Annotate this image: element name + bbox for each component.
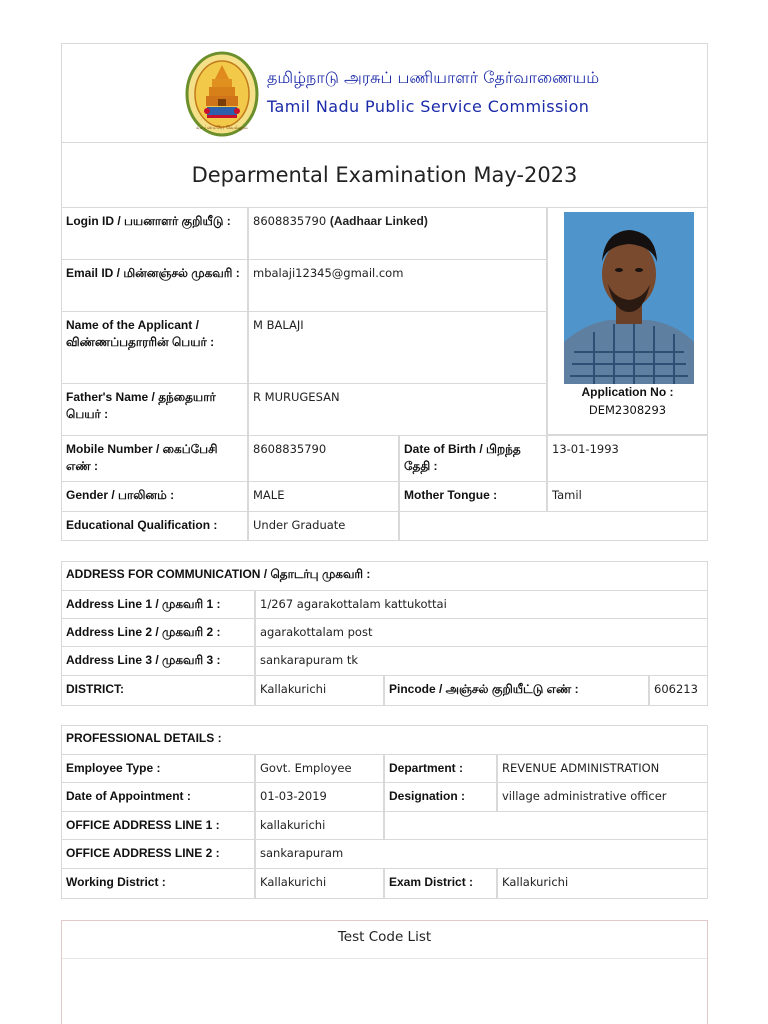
dob-value: 13-01-1993 bbox=[547, 435, 708, 482]
designation-value: village administrative officer bbox=[497, 782, 708, 812]
exam-district-label: Exam District : bbox=[384, 868, 497, 899]
district-label: DISTRICT: bbox=[61, 675, 255, 706]
applicant-name-label: Name of the Applicant / விண்ணப்பதாரரின் பெயர் : bbox=[61, 311, 248, 384]
email-value: mbalaji12345@gmail.com bbox=[248, 259, 547, 312]
address-line2-value: agarakottalam post bbox=[255, 618, 708, 647]
gender-value: MALE bbox=[248, 481, 399, 512]
department-value: REVENUE ADMINISTRATION bbox=[497, 754, 708, 783]
aadhaar-linked-note: (Aadhaar Linked) bbox=[329, 214, 428, 228]
office-address2-value: sankarapuram bbox=[255, 839, 708, 869]
dob-label: Date of Birth / பிறந்த தேதி : bbox=[399, 435, 547, 482]
office-address1-label: OFFICE ADDRESS LINE 1 : bbox=[61, 811, 255, 840]
mobile-value: 8608835790 bbox=[248, 435, 399, 482]
pincode-label: Pincode / அஞ்சல் குறியீட்டு எண் : bbox=[384, 675, 649, 706]
address-line1-value: 1/267 agarakottalam kattukottai bbox=[255, 590, 708, 619]
mother-tongue-value: Tamil bbox=[547, 481, 708, 512]
appointment-date-value: 01-03-2019 bbox=[255, 782, 384, 812]
exam-district-value: Kallakurichi bbox=[497, 868, 708, 899]
login-id-value bbox=[248, 207, 547, 260]
pincode-value: 606213 bbox=[649, 675, 708, 706]
district-value: Kallakurichi bbox=[255, 675, 384, 706]
mobile-label: Mobile Number / கைப்பேசி எண் : bbox=[61, 435, 248, 482]
exam-title-box bbox=[61, 143, 708, 208]
working-district-label: Working District : bbox=[61, 868, 255, 899]
office-address1-empty-cell bbox=[384, 811, 708, 840]
email-label: Email ID / மின்னஞ்சல் முகவரி : bbox=[61, 259, 248, 312]
login-id-label: Login ID / பயனாளர் குறியீடு : bbox=[61, 207, 248, 260]
address-line2-label: Address Line 2 / முகவரி 2 : bbox=[61, 618, 255, 647]
professional-section-heading: PROFESSIONAL DETAILS : bbox=[61, 725, 708, 755]
education-empty-cell bbox=[399, 511, 708, 541]
employee-type-value: Govt. Employee bbox=[255, 754, 384, 783]
commission-title-tamil: தமிழ்நாடு அரசுப் பணியாளர் தேர்வாணையம் bbox=[267, 68, 600, 87]
appointment-date-label: Date of Appointment : bbox=[61, 782, 255, 812]
login-id-number: 8608835790 bbox=[253, 214, 327, 228]
father-name-label: Father's Name / தந்தையார் பெயர் : bbox=[61, 383, 248, 436]
test-code-list-heading: Test Code List bbox=[62, 921, 707, 959]
application-no-value: DEM2308293 bbox=[588, 403, 667, 417]
test-code-list-panel bbox=[61, 920, 708, 1024]
education-value: Under Graduate bbox=[248, 511, 399, 541]
office-address1-value: kallakurichi bbox=[255, 811, 384, 840]
employee-type-label: Employee Type : bbox=[61, 754, 255, 783]
photo-cell bbox=[547, 207, 708, 435]
office-address2-label: OFFICE ADDRESS LINE 2 : bbox=[61, 839, 255, 869]
applicant-name-value: M BALAJI bbox=[248, 311, 547, 384]
tnpsc-emblem-logo bbox=[185, 51, 259, 137]
header bbox=[61, 43, 708, 143]
applicant-photo bbox=[564, 212, 694, 384]
mother-tongue-label: Mother Tongue : bbox=[399, 481, 547, 512]
designation-label: Designation : bbox=[384, 782, 497, 812]
department-label: Department : bbox=[384, 754, 497, 783]
address-line1-label: Address Line 1 / முகவரி 1 : bbox=[61, 590, 255, 619]
address-section-heading: ADDRESS FOR COMMUNICATION / தொடர்பு முகவரி : bbox=[61, 561, 708, 591]
exam-title: Deparmental Examination May-2023 bbox=[191, 163, 578, 187]
father-name-value: R MURUGESAN bbox=[248, 383, 547, 436]
svg-text:வாய்மையே வெல்லும்: வாய்மையே வெல்லும் bbox=[196, 125, 248, 131]
gender-label: Gender / பாலினம் : bbox=[61, 481, 248, 512]
address-line3-label: Address Line 3 / முகவரி 3 : bbox=[61, 646, 255, 676]
commission-title-english: Tamil Nadu Public Service Commission bbox=[267, 97, 590, 116]
working-district-value: Kallakurichi bbox=[255, 868, 384, 899]
education-label: Educational Qualification : bbox=[61, 511, 248, 541]
application-no-label: Application No : bbox=[581, 385, 674, 399]
address-line3-value: sankarapuram tk bbox=[255, 646, 708, 676]
